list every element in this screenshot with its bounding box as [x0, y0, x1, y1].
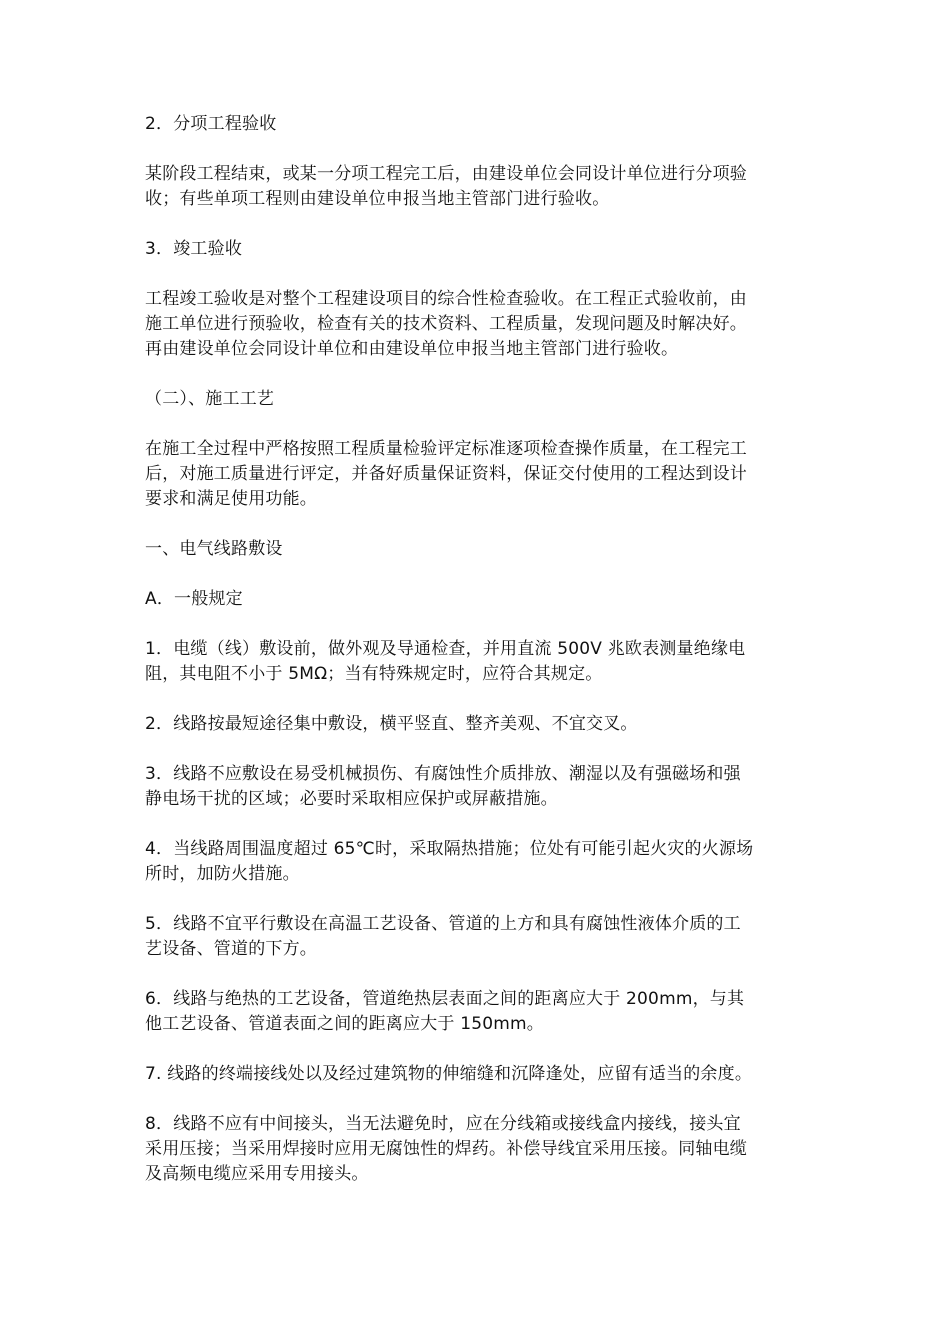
paragraph-sub-project-acceptance: 某阶段工程结束，或某一分项工程完工后，由建设单位会同设计单位进行分项验 收；有些单项工程则由建设单位申报当地主管部门进行验收。 — [145, 164, 747, 209]
heading-general-rules: A．一般规定 — [145, 589, 243, 609]
rule-item-4: 4．当线路周围温度超过 65℃时，采取隔热措施；位处有可能引起火灾的火源场 所时，加防火措施。 — [145, 839, 754, 884]
heading-sub-project-acceptance: 2．分项工程验收 — [145, 114, 277, 134]
rule-item-2: 2．线路按最短途径集中敷设，横平竖直、整齐美观、不宜交叉。 — [145, 714, 638, 734]
document-body — [145, 112, 810, 1187]
rule-item-6: 6．线路与绝热的工艺设备，管道绝热层表面之间的距离应大于 200mm，与其 他工艺设备、管道表面之间的距离应大于 150mm。 — [145, 989, 745, 1034]
paragraph-completion-acceptance: 工程竣工验收是对整个工程建设项目的综合性检查验收。在工程正式验收前，由 施工单位进行预验收，检查有关的技术资料、工程质量，发现问题及时解决好。 再由建设单位会同设计单位和由建设单位申报当地主管部门进行验收。 — [145, 289, 747, 359]
rule-item-7: 7. 线路的终端接线处以及经过建筑物的伸缩缝和沉降逢处，应留有适当的余度。 — [145, 1064, 753, 1084]
paragraph-construction-process: 在施工全过程中严格按照工程质量检验评定标准逐项检查操作质量，在工程完工 后，对施工质量进行评定，并备好质量保证资料，保证交付使用的工程达到设计 要求和满足使用功能。 — [145, 439, 747, 509]
heading-completion-acceptance: 3．竣工验收 — [145, 239, 243, 259]
rule-item-8: 8．线路不应有中间接头，当无法避免时，应在分线箱或接线盒内接线，接头宜 采用压接；当采用焊接时应用无腐蚀性的焊药。补偿导线宜采用压接。同轴电缆 及高频电缆应采用专用接头。 — [145, 1114, 747, 1184]
rule-item-1: 1．电缆（线）敷设前，做外观及导通检查，并用直流 500V 兆欧表测量绝缘电 阻，其电阻不小于 5MΩ；当有特殊规定时，应符合其规定。 — [145, 639, 746, 684]
rule-item-3: 3．线路不应敷设在易受机械损伤、有腐蚀性介质排放、潮湿以及有强磁场和强 静电场干扰的区域；必要时采取相应保护或屏蔽措施。 — [145, 764, 741, 809]
heading-electrical-wiring: 一、电气线路敷设 — [145, 539, 283, 559]
rule-item-5: 5．线路不宜平行敷设在高温工艺设备、管道的上方和具有腐蚀性液体介质的工 艺设备、管道的下方。 — [145, 914, 741, 959]
heading-construction-process: （二）、施工工艺 — [145, 389, 275, 409]
